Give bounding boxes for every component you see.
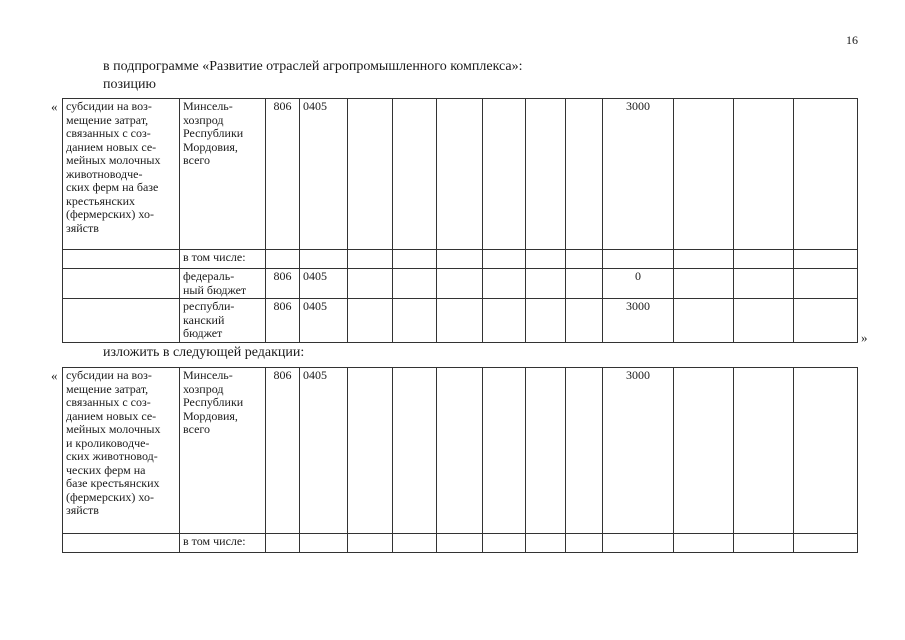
open-quote-1: « bbox=[51, 99, 58, 114]
recipient-cell: Минсель- хозпрод Республики Мордовия, всего bbox=[180, 368, 266, 534]
table-row-republican bbox=[63, 299, 858, 343]
code-cell: 806 bbox=[266, 299, 300, 343]
code-cell: 806 bbox=[266, 99, 300, 250]
table-row-main bbox=[63, 99, 858, 250]
amount-cell: 0 bbox=[603, 269, 674, 299]
amount-cell: 3000 bbox=[603, 299, 674, 343]
recipient-cell: Минсель- хозпрод Республики Мордовия, всего bbox=[180, 99, 266, 250]
section-code-cell: 0405 bbox=[300, 99, 348, 250]
page-number: 16 bbox=[846, 33, 858, 47]
code-cell: 806 bbox=[266, 269, 300, 299]
table-row-including bbox=[63, 534, 858, 553]
amount-cell: 3000 bbox=[603, 368, 674, 534]
republican-budget-label: республи- канский бюджет bbox=[180, 299, 266, 343]
close-quote-1: » bbox=[861, 330, 868, 345]
code-cell: 806 bbox=[266, 368, 300, 534]
position-table-old bbox=[62, 98, 858, 343]
table-row-federal bbox=[63, 269, 858, 299]
subsidy-description-cell: субсидии на воз- мещение затрат, связанных с соз- данием новых се- мейных молочных животноводче- ских ферм на базе крестьянских (фермерских) хо- зяйств bbox=[63, 99, 180, 250]
amount-cell: 3000 bbox=[603, 99, 674, 250]
table-row-including bbox=[63, 250, 858, 269]
federal-budget-label: федераль- ный бюджет bbox=[180, 269, 266, 299]
including-label: в том числе: bbox=[180, 534, 266, 553]
section-code-cell: 0405 bbox=[300, 368, 348, 534]
intro-subprogram-line: в подпрограмме «Развитие отраслей агропромышленного комплекса»: bbox=[103, 59, 523, 74]
open-quote-2: « bbox=[51, 368, 58, 383]
section-code-cell: 0405 bbox=[300, 299, 348, 343]
position-table-new bbox=[62, 367, 858, 553]
section-code-cell: 0405 bbox=[300, 269, 348, 299]
table-row-main bbox=[63, 368, 858, 534]
subsidy-description-cell: субсидии на воз- мещение затрат, связанных с соз- данием новых се- мейных молочных и кролиководче- ских животновод- ческих ферм на базе крестьянских (фермерских) хо- зяйств bbox=[63, 368, 180, 534]
intro-position-line: позицию bbox=[103, 77, 156, 92]
new-edition-line: изложить в следующей редакции: bbox=[103, 345, 305, 360]
including-label: в том числе: bbox=[180, 250, 266, 269]
